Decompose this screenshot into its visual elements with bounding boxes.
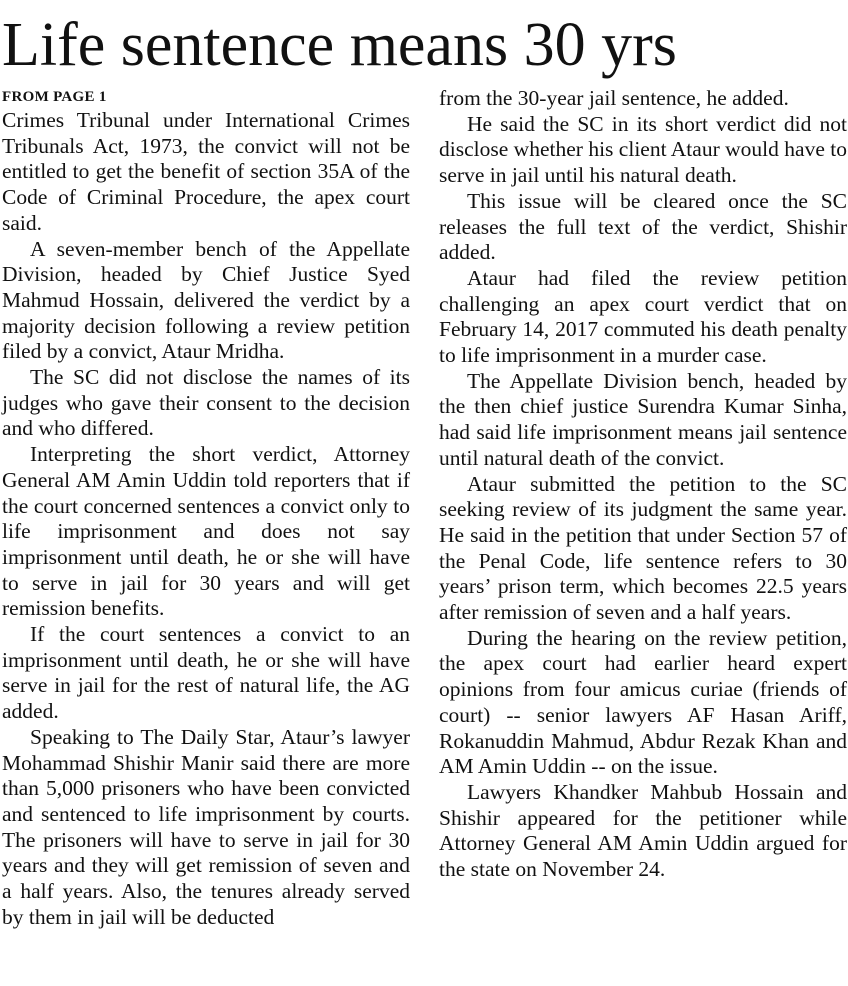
article-paragraph: A seven-member bench of the Appellate Division, headed by Chief Justice Syed Mahmud Hossain, delivered the verdict by a majority decision following a review petition filed by a convict, Ataur Mridha.: [2, 236, 410, 364]
continuation-kicker: FROM PAGE 1: [2, 89, 107, 105]
article-paragraph: Ataur had filed the review petition challenging an apex court verdict that on February 14, 2017 commuted his death penalty to life imprisonment in a murder case.: [439, 265, 847, 368]
article-paragraph: If the court sentences a convict to an imprisonment until death, he or she will have serve in jail for the rest of natural life, the AG added.: [2, 622, 410, 724]
article-paragraph: The Appellate Division bench, headed by the then chief justice Surendra Kumar Sinha, had said life imprisonment means jail sentence until natural death of the convict.: [439, 368, 847, 470]
article-paragraph: During the hearing on the review petition, the apex court had earlier heard expert opinions from four amicus curiae (friends of court) -- senior lawyers AF Hasan Ariff, Rokanuddin Mahmud, Abdur Rezak Khan and AM Amin Uddin -- on the issue.: [439, 625, 847, 779]
article-paragraph: This issue will be cleared once the SC releases the full text of the verdict, Shishir added.: [439, 188, 847, 265]
article-headline: Life sentence means 30 yrs: [2, 11, 677, 79]
article-paragraph: He said the SC in its short verdict did not disclose whether his client Ataur would have to serve in jail until his natural death.: [439, 111, 847, 188]
article-paragraph: Speaking to The Daily Star, Ataur’s lawyer Mohammad Shishir Manir said there are more than 5,000 prisoners who have been convicted and sentenced to life imprisonment by courts. The prisoners will have to serve in jail for 30 years and they will get remission of seven and a half years. Also, the tenures already served by them in jail will be deducted: [2, 724, 410, 929]
article-column-left: [2, 86, 410, 931]
article-paragraph: Interpreting the short verdict, Attorney General AM Amin Uddin told reporters that if the court concerned sentences a convict only to life imprisonment and does not say imprisonment until death, he or she will have to serve in jail for 30 years and will get remission benefits.: [2, 442, 410, 621]
article-paragraph: Lawyers Khandker Mahbub Hossain and Shishir appeared for the petitioner while Attorney General AM Amin Uddin argued for the state on November 24.: [439, 779, 847, 882]
article-paragraph: from the 30-year jail sentence, he added.: [439, 86, 789, 110]
article-paragraph: Crimes Tribunal under International Crimes Tribunals Act, 1973, the convict will not be entitled to get the benefit of section 35A of the Code of Criminal Procedure, the apex court said.: [2, 108, 410, 235]
article-paragraph: Ataur submitted the petition to the SC seeking review of its judgment the same year. He said in the petition that under Section 57 of the Penal Code, life sentence refers to 30 years’ prison term, which becomes 22.5 years after remission of seven and a half years.: [439, 471, 847, 625]
article-paragraph: The SC did not disclose the names of its judges who gave their consent to the decision and who differed.: [2, 365, 410, 441]
article-column-right: [439, 86, 847, 883]
